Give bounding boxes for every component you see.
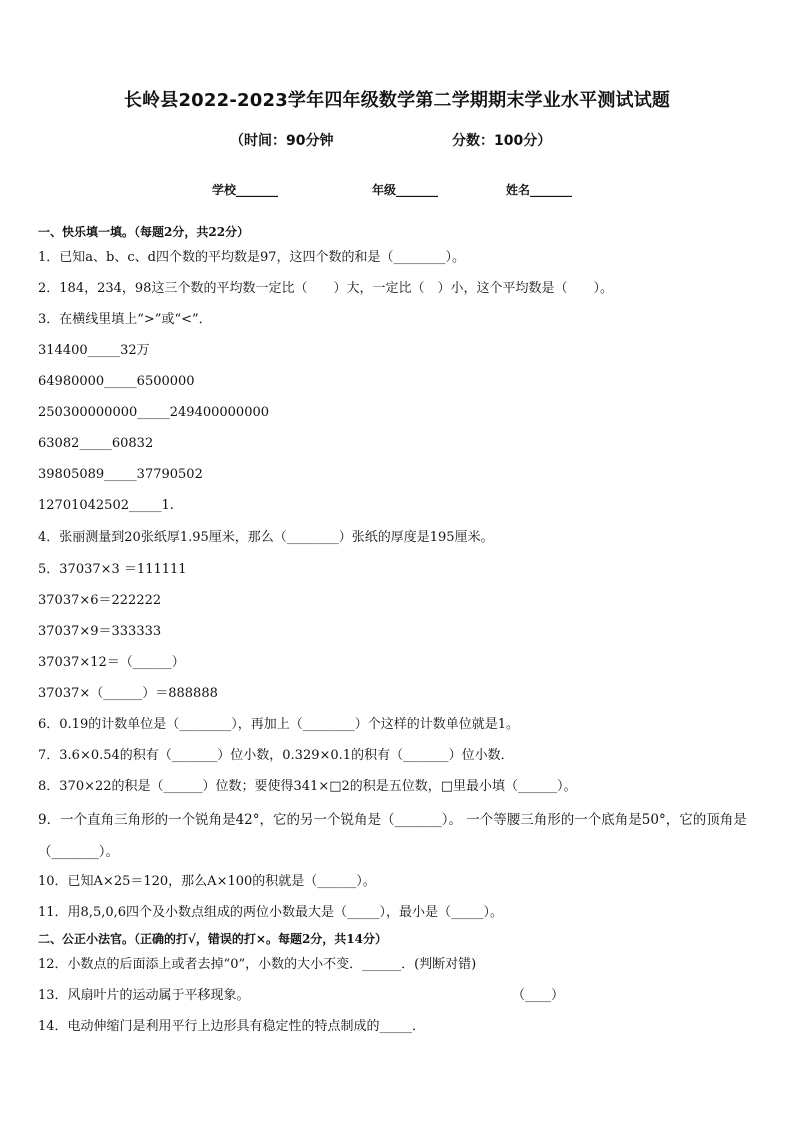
question-11: 11．用8,5,0,6四个及小数点组成的两位小数最大是（_____），最小是（_____）。 xyxy=(38,905,504,920)
question-3: 3．在横线里填上“>”或“<”． xyxy=(38,312,212,327)
question-3-item: 12701042502_____1. xyxy=(38,498,174,513)
question-5: 5．37037×3 ＝111111 xyxy=(38,562,187,577)
question-3-item: 314400_____32万 xyxy=(38,343,150,358)
question-9: 9．一个直角三角形的一个锐角是42°，它的另一个锐角是（_______）。 一个等腰三角形的一个底角是50°，它的顶角是（_______）。 xyxy=(38,812,747,860)
question-6: 6．0.19的计数单位是（________），再加上（________）个这样的计数单位就是1。 xyxy=(38,717,519,732)
name-field: 姓名_______ xyxy=(506,183,573,197)
question-3-item: 250300000000_____249400000000 xyxy=(38,405,270,420)
question-14: 14．电动伸缩门是利用平行上边形具有稳定性的特点制成的_____． xyxy=(38,1019,426,1034)
question-5-item: 37037×9＝333333 xyxy=(38,624,162,639)
question-5-item: 37037×（______）＝888888 xyxy=(38,686,218,701)
exam-time: （时间：90分钟 xyxy=(230,133,334,149)
exam-score: 分数：100分） xyxy=(452,133,552,149)
question-13-answer-blank: （____） xyxy=(512,988,565,1003)
question-13: 13．风扇叶片的运动属于平移现象。 xyxy=(38,988,250,1003)
question-5-item: 37037×12＝（______） xyxy=(38,655,185,670)
question-4: 4．张丽测量到20张纸厚1.95厘米，那么（________）张纸的厚度是195厘米。 xyxy=(38,530,494,545)
question-2: 2．184，234，98这三个数的平均数一定比（ ）大，一定比（ ）小，这个平均数是（ ）。 xyxy=(38,281,613,296)
question-1: 1．已知a、b、c、d四个数的平均数是97，这四个数的和是（________）。 xyxy=(38,250,465,265)
question-3-item: 64980000_____6500000 xyxy=(38,374,195,389)
question-5-item: 37037×6＝222222 xyxy=(38,593,162,608)
question-7: 7．3.6×0.54的积有（_______）位小数，0.329×0.1的积有（_______）位小数． xyxy=(38,748,514,763)
question-3-item: 63082_____60832 xyxy=(38,436,154,451)
section-1-heading: 一、快乐填一填。（每题2分，共22分） xyxy=(38,225,250,239)
section-2-heading: 二、公正小法官。（正确的打√，错误的打×。每题2分，共14分） xyxy=(38,932,387,946)
grade-field: 年级_______ xyxy=(372,183,439,197)
question-12: 12．小数点的后面添上或者去掉“0”，小数的大小不变．______．(判断对错) xyxy=(38,957,477,972)
page-title: 长岭县2022-2023学年四年级数学第二学期期末学业水平测试试题 xyxy=(123,90,671,111)
question-10: 10．已知A×25＝120，那么A×100的积就是（______）。 xyxy=(38,874,376,889)
school-field: 学校_______ xyxy=(212,183,279,197)
question-3-item: 39805089_____37790502 xyxy=(38,467,203,482)
question-8: 8．370×22的积是（______）位数；要使得341×□2的积是五位数，□里最小填（______）。 xyxy=(38,779,577,794)
